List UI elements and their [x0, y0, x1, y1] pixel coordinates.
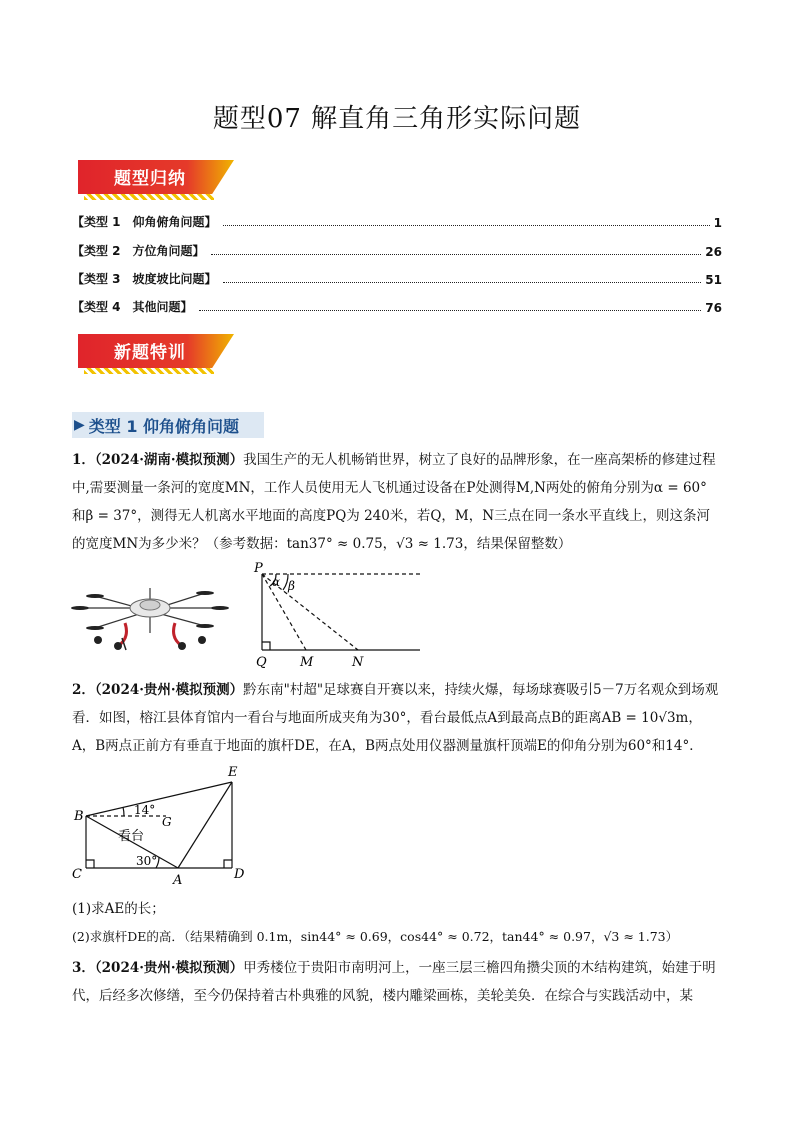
label-D: D [234, 867, 245, 882]
question-2-line: A，B两点正前方有垂直于地面的旗杆DE，在A，B两点处用仪器测量旗杆顶端E的仰角分别为60°和14°． [72, 738, 703, 754]
question-3-line [72, 954, 722, 982]
toc-item-4[interactable] [72, 297, 722, 315]
label-A: A [173, 873, 183, 888]
question-1-line: 和β = 37°，测得无人机离水平地面的高度PQ为 240米，若Q，M，N三点在同一条水平直线上，则这条河 [72, 508, 711, 524]
toc-leader [211, 254, 702, 255]
question-text: 黔东南"村超"足球赛自开赛以来，持续火爆，每场球赛吸引5－7万名观众到场观 [243, 682, 719, 698]
toc-item-1[interactable] [72, 212, 722, 230]
toc-label: 【类型 1 仰角俯角问题】 [72, 215, 217, 229]
question-2-line: 看．如图，榕江县体育馆内一看台与地面所成夹角为30°，看台最低点A到最高点B的距离AB = 10√3m， [72, 710, 702, 726]
question-1-line [72, 446, 722, 474]
label-B: B [74, 809, 84, 824]
question-2 [72, 676, 722, 760]
drone-illustration [70, 578, 230, 658]
question-3 [72, 954, 722, 1010]
figure-1-geometry [248, 560, 428, 670]
label-E: E [228, 765, 238, 780]
banner-label: 新题特训 [114, 343, 186, 363]
label-N: N [352, 655, 364, 670]
question-1-line: 的宽度MN为多少米？（参考数据：tan37° ≈ 0.75，√3 ≈ 1.73，结果保留整数） [72, 536, 572, 552]
toc-page: 26 [705, 245, 722, 259]
question-source: （2024·贵州·模拟预测） [94, 960, 244, 976]
toc-label: 【类型 2 方位角问题】 [72, 244, 205, 258]
page-title: 题型07 解直角三角形实际问题 [212, 104, 582, 134]
type-heading-label: 类型 1 仰角俯角问题 [88, 416, 240, 436]
toc-leader [199, 310, 702, 311]
question-1 [72, 446, 722, 558]
toc-page: 76 [705, 301, 722, 315]
question-number: 2． [72, 682, 95, 698]
question-3-line: 代，后经多次修缮，至今仍保持着古朴典雅的风貌，楼内雕梁画栋，美轮美奂．在综合与实践活动中，某 [72, 988, 693, 1004]
toc-label: 【类型 4 其他问题】 [72, 300, 193, 314]
label-alpha: α [272, 575, 281, 589]
label-angle-30: 30° [136, 854, 158, 868]
toc-leader [223, 225, 710, 226]
question-number: 1． [72, 452, 95, 468]
question-text: 我国生产的无人机畅销世界，树立了良好的品牌形象，在一座高架桥的修建过程 [243, 452, 716, 468]
banner-shadow [84, 194, 214, 200]
label-C: C [72, 867, 82, 882]
label-angle-14: 14° [134, 803, 156, 817]
toc-item-3[interactable] [72, 269, 722, 287]
toc-page: 51 [705, 273, 722, 287]
triangle-marker-icon: ▶ [74, 417, 85, 433]
label-P: P [254, 561, 263, 576]
label-beta: β [288, 579, 295, 593]
section-banner-summary [78, 160, 234, 202]
question-source: （2024·湖南·模拟预测） [94, 452, 244, 468]
question-2-part-2: (2)求旗杆DE的高．（结果精确到 0.1m，sin44° ≈ 0.69，cos44° ≈ 0.72，tan44° ≈ 0.97，√3 ≈ 1.73） [72, 929, 679, 944]
toc-item-2[interactable] [72, 241, 722, 259]
question-source: （2024·贵州·模拟预测） [94, 682, 244, 698]
question-2-line [72, 676, 722, 704]
label-G: G [162, 815, 172, 829]
toc-page: 1 [713, 216, 722, 230]
banner-shadow [84, 368, 214, 374]
banner-label: 题型归纳 [114, 169, 186, 189]
question-number: 3． [72, 960, 95, 976]
question-2-part-1: (1)求AE的长； [72, 901, 165, 917]
label-Q: Q [256, 655, 267, 670]
toc-leader [223, 282, 702, 283]
section-banner-practice [78, 334, 234, 376]
label-M: M [300, 655, 314, 670]
toc-label: 【类型 3 坡度坡比问题】 [72, 272, 217, 286]
figure-2-geometry [66, 760, 256, 890]
label-stand: 看台 [118, 829, 145, 844]
question-text: 甲秀楼位于贵阳市南明河上，一座三层三檐四角攒尖顶的木结构建筑，始建于明 [243, 960, 716, 976]
type-heading [72, 412, 264, 438]
question-1-line: 中,需要测量一条河的宽度MN，工作人员使用无人飞机通过设备在P处测得M,N两处的俯角分别为α = 60° [72, 480, 707, 496]
